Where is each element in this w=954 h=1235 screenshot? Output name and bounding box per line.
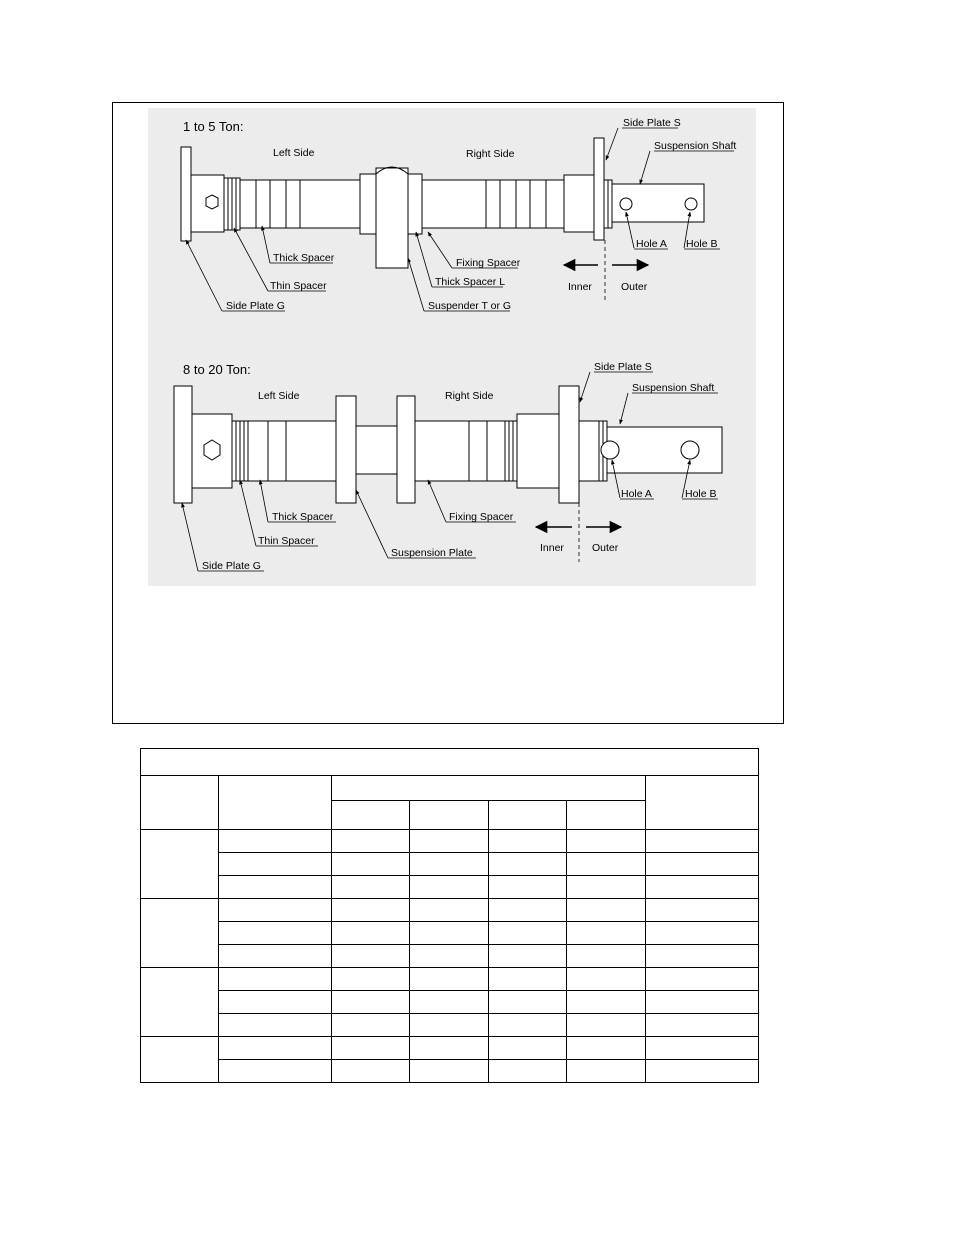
table-cell xyxy=(332,922,410,945)
top-thin-spacer-label: Thin Spacer xyxy=(270,280,327,292)
table-cell xyxy=(567,945,646,968)
table-cell xyxy=(410,1014,489,1037)
table-row xyxy=(141,749,759,776)
table-cell xyxy=(332,945,410,968)
top-hole-b xyxy=(685,198,697,210)
table-cell xyxy=(410,1060,489,1083)
table-row xyxy=(141,1060,759,1083)
bottom-right-side-label: Right Side xyxy=(445,390,494,402)
table-cell xyxy=(567,853,646,876)
table-cell xyxy=(646,1037,759,1060)
table-cell xyxy=(219,853,332,876)
bottom-side-plate-g xyxy=(174,386,192,503)
table-cell xyxy=(410,853,489,876)
table-cell xyxy=(646,922,759,945)
bottom-hole-a xyxy=(601,441,619,459)
top-thick-spacer-label: Thick Spacer xyxy=(273,252,335,264)
table-cell xyxy=(332,876,410,899)
table-cell xyxy=(489,876,567,899)
bottom-outer-label: Outer xyxy=(592,542,619,554)
table-cell xyxy=(646,945,759,968)
header-cell xyxy=(646,776,759,830)
top-hole-a xyxy=(620,198,632,210)
table-row xyxy=(141,968,759,991)
top-inner-label: Inner xyxy=(568,281,592,293)
table-cell xyxy=(410,1037,489,1060)
table-cell xyxy=(410,922,489,945)
table-cell xyxy=(219,1037,332,1060)
spacer-spec-table xyxy=(140,748,759,1083)
table-cell xyxy=(646,876,759,899)
table-row xyxy=(141,991,759,1014)
top-side-plate-s-label: Side Plate S xyxy=(623,117,681,129)
table-cell xyxy=(489,922,567,945)
table-cell xyxy=(646,1060,759,1083)
table-row xyxy=(141,945,759,968)
bottom-hole-b-label: Hole B xyxy=(685,488,717,500)
subheader-cell xyxy=(567,801,646,830)
top-hex-bolt-icon xyxy=(206,195,218,209)
table-cell xyxy=(219,876,332,899)
table-cell xyxy=(332,853,410,876)
table-cell xyxy=(219,899,332,922)
subheader-cell xyxy=(489,801,567,830)
top-outer-label: Outer xyxy=(621,281,648,293)
bottom-thin-spacer-label: Thin Spacer xyxy=(258,535,315,547)
spec-table-body xyxy=(141,749,759,1083)
top-side-plate-s xyxy=(594,138,604,240)
top-left-side-label: Left Side xyxy=(273,147,315,159)
bottom-fixing-spacer-label: Fixing Spacer xyxy=(449,511,514,523)
top-suspender xyxy=(376,168,408,268)
table-cell xyxy=(219,968,332,991)
table-cell xyxy=(567,1060,646,1083)
table-cell xyxy=(646,899,759,922)
table-cell xyxy=(489,830,567,853)
group-cell xyxy=(141,830,219,899)
table-cell xyxy=(410,991,489,1014)
top-suspension-shaft-label: Suspension Shaft xyxy=(654,140,737,152)
subheader-cell xyxy=(332,801,410,830)
table-cell xyxy=(567,922,646,945)
table-cell xyxy=(410,876,489,899)
table-title-cell xyxy=(141,749,759,776)
table-cell xyxy=(489,1037,567,1060)
table-cell xyxy=(332,1060,410,1083)
bottom-inner-label: Inner xyxy=(540,542,564,554)
table-cell xyxy=(489,968,567,991)
header-cell xyxy=(141,776,219,830)
table-cell xyxy=(332,899,410,922)
bottom-left-side-label: Left Side xyxy=(258,390,300,402)
table-cell xyxy=(646,968,759,991)
table-cell xyxy=(646,830,759,853)
table-cell xyxy=(489,991,567,1014)
table-cell xyxy=(489,853,567,876)
top-suspender-label: Suspender T or G xyxy=(428,300,512,312)
bottom-suspension-shaft-label: Suspension Shaft xyxy=(632,382,715,394)
top-thick-spacer-l xyxy=(408,174,422,234)
bottom-side-plate-s xyxy=(559,386,579,503)
table-row xyxy=(141,1037,759,1060)
table-cell xyxy=(219,1060,332,1083)
top-heading: 1 to 5 Ton: xyxy=(183,119,244,134)
table-row xyxy=(141,899,759,922)
bottom-fixing-spacer xyxy=(415,421,469,481)
table-cell xyxy=(567,899,646,922)
table-cell xyxy=(410,945,489,968)
top-side-plate-g xyxy=(181,147,191,241)
bottom-side-plate-s-label: Side Plate S xyxy=(594,361,652,373)
table-cell xyxy=(219,830,332,853)
table-cell xyxy=(646,991,759,1014)
table-cell xyxy=(567,830,646,853)
table-cell xyxy=(410,899,489,922)
table-cell xyxy=(567,876,646,899)
bottom-thick-spacer-label: Thick Spacer xyxy=(272,511,334,523)
table-cell xyxy=(410,830,489,853)
table-cell xyxy=(489,945,567,968)
table-row xyxy=(141,853,759,876)
header-cell xyxy=(219,776,332,830)
table-cell xyxy=(567,968,646,991)
shaft-assembly-diagram xyxy=(148,108,756,586)
table-row xyxy=(141,876,759,899)
top-right-housing xyxy=(564,175,594,232)
table-cell xyxy=(646,1014,759,1037)
table-cell xyxy=(567,991,646,1014)
bottom-side-plate-g-label: Side Plate G xyxy=(202,560,261,572)
bottom-suspension-plate-label: Suspension Plate xyxy=(391,547,473,559)
top-right-side-label: Right Side xyxy=(466,148,515,160)
table-cell xyxy=(332,968,410,991)
table-cell xyxy=(646,853,759,876)
bottom-heading: 8 to 20 Ton: xyxy=(183,362,251,377)
table-cell xyxy=(219,1014,332,1037)
group-cell xyxy=(141,1037,219,1083)
table-cell xyxy=(489,1014,567,1037)
table-cell xyxy=(489,1060,567,1083)
subheader-cell xyxy=(410,801,489,830)
top-hole-a-label: Hole A xyxy=(636,238,667,250)
top-fixing-spacer-label: Fixing Spacer xyxy=(456,257,521,269)
table-cell xyxy=(219,991,332,1014)
group-cell xyxy=(141,899,219,968)
table-cell xyxy=(332,1014,410,1037)
bottom-hole-a-label: Hole A xyxy=(621,488,652,500)
table-cell xyxy=(332,991,410,1014)
table-row xyxy=(141,1014,759,1037)
bottom-right-housing xyxy=(517,414,559,488)
top-side-plate-g-label: Side Plate G xyxy=(226,300,285,312)
table-cell xyxy=(567,1014,646,1037)
table-cell xyxy=(332,830,410,853)
table-row xyxy=(141,922,759,945)
bottom-suspension-plate-right xyxy=(397,396,415,503)
header-group-cell xyxy=(332,776,646,801)
top-fixing-spacer xyxy=(422,180,486,228)
table-cell xyxy=(410,968,489,991)
table-cell xyxy=(567,1037,646,1060)
top-hole-b-label: Hole B xyxy=(686,238,718,250)
top-thick-spacer-l-label: Thick Spacer L xyxy=(435,276,506,288)
table-cell xyxy=(219,922,332,945)
table-cell xyxy=(489,899,567,922)
bottom-suspension-plate-left xyxy=(336,396,356,503)
group-cell xyxy=(141,968,219,1037)
bottom-suspension-shaft xyxy=(607,427,722,473)
bottom-hole-b xyxy=(681,441,699,459)
table-cell xyxy=(332,1037,410,1060)
table-row xyxy=(141,776,759,801)
bottom-hex-bolt-icon xyxy=(204,440,220,460)
table-cell xyxy=(219,945,332,968)
table-row xyxy=(141,830,759,853)
